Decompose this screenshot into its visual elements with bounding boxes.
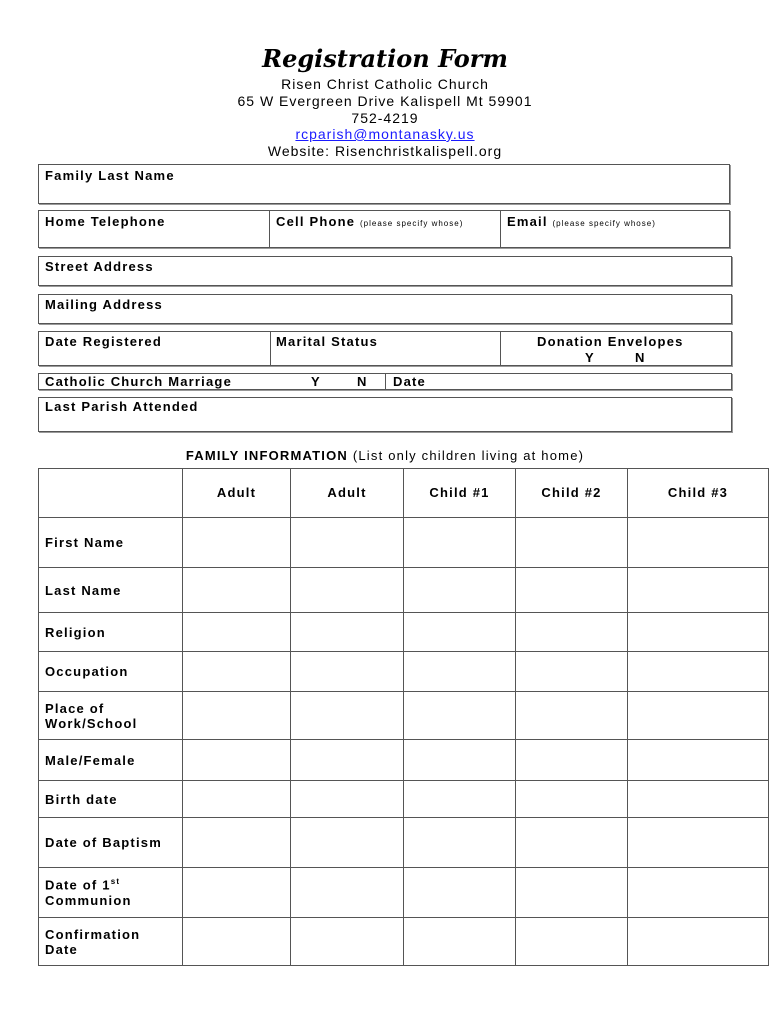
column-header: Adult <box>291 469 404 518</box>
table-row <box>39 613 769 652</box>
church-address: 65 W Evergreen Drive Kalispell Mt 59901 <box>237 93 533 109</box>
church-phone: 752-4219 <box>351 110 419 126</box>
contact-row <box>38 210 730 248</box>
family-information-table <box>38 468 769 966</box>
input-cell[interactable] <box>628 868 769 918</box>
column-header: Adult <box>183 469 291 518</box>
marital-status-label: Marital Status <box>276 334 379 349</box>
row-label: Last Name <box>39 568 183 613</box>
email-label: Email <box>507 214 548 229</box>
row-label: Birth date <box>39 781 183 818</box>
table-row <box>39 518 769 568</box>
input-cell[interactable] <box>628 652 769 692</box>
input-cell[interactable] <box>516 613 628 652</box>
input-cell[interactable] <box>183 613 291 652</box>
row-label-line: Date of 1st <box>45 877 121 893</box>
input-cell[interactable] <box>183 918 291 966</box>
input-cell[interactable] <box>183 868 291 918</box>
row-label <box>39 868 183 918</box>
input-cell[interactable] <box>516 918 628 966</box>
family-information-heading <box>0 448 770 463</box>
input-cell[interactable] <box>291 692 404 740</box>
family-last-name-field[interactable] <box>38 164 730 204</box>
input-cell[interactable] <box>404 818 516 868</box>
row-label <box>39 918 183 966</box>
marriage-date-label: Date <box>393 374 426 389</box>
input-cell[interactable] <box>516 652 628 692</box>
input-cell[interactable] <box>183 652 291 692</box>
church-website: Website: Risenchristkalispell.org <box>267 143 503 159</box>
table-row <box>39 868 769 918</box>
row-label-line: Confirmation <box>45 926 141 942</box>
input-cell[interactable] <box>404 781 516 818</box>
input-cell[interactable] <box>628 613 769 652</box>
input-cell[interactable] <box>404 740 516 781</box>
input-cell[interactable] <box>404 652 516 692</box>
cell-phone-note: (please specify whose) <box>360 219 464 228</box>
row-label-line: Work/School <box>45 715 138 731</box>
table-row <box>39 568 769 613</box>
table-row <box>39 740 769 781</box>
input-cell[interactable] <box>628 740 769 781</box>
row-label: Male/Female <box>39 740 183 781</box>
home-telephone-field[interactable] <box>45 227 265 247</box>
marriage-date-field[interactable] <box>434 374 724 389</box>
last-parish-attended-field[interactable] <box>38 397 732 432</box>
input-cell[interactable] <box>404 518 516 568</box>
input-cell[interactable] <box>183 781 291 818</box>
row-label: Occupation <box>39 652 183 692</box>
table-row <box>39 818 769 868</box>
form-title: Registration Form <box>262 44 508 73</box>
input-cell[interactable] <box>404 568 516 613</box>
input-cell[interactable] <box>404 692 516 740</box>
input-cell[interactable] <box>183 518 291 568</box>
input-cell[interactable] <box>516 818 628 868</box>
mailing-address-field[interactable] <box>38 294 732 324</box>
input-cell[interactable] <box>628 781 769 818</box>
date-registered-label: Date Registered <box>45 334 162 349</box>
row-label-line: Place of <box>45 700 105 716</box>
date-registered-field[interactable] <box>45 348 265 365</box>
table-row <box>39 918 769 966</box>
home-telephone-label: Home Telephone <box>45 214 166 229</box>
row-label-line: Communion <box>45 892 132 908</box>
input-cell[interactable] <box>291 613 404 652</box>
input-cell[interactable] <box>516 781 628 818</box>
donation-yes-option[interactable]: Y <box>585 350 595 365</box>
table-header-row <box>39 469 769 518</box>
input-cell[interactable] <box>291 740 404 781</box>
marriage-yes-option[interactable]: Y <box>311 374 321 389</box>
input-cell[interactable] <box>291 818 404 868</box>
marital-status-field[interactable] <box>276 348 496 365</box>
church-name: Risen Christ Catholic Church <box>281 76 489 92</box>
superscript-st: st <box>110 877 121 887</box>
email-field[interactable] <box>506 227 726 247</box>
table-row <box>39 781 769 818</box>
street-address-label: Street Address <box>45 259 154 274</box>
input-cell[interactable] <box>628 818 769 868</box>
last-parish-attended-label: Last Parish Attended <box>45 399 199 414</box>
input-cell[interactable] <box>516 568 628 613</box>
marriage-row <box>38 373 732 390</box>
family-last-name-label: Family Last Name <box>45 168 175 183</box>
input-cell[interactable] <box>183 568 291 613</box>
donation-no-option[interactable]: N <box>635 350 646 365</box>
row-label: Date of Baptism <box>39 818 183 868</box>
column-header: Child #2 <box>516 469 628 518</box>
input-cell[interactable] <box>516 518 628 568</box>
input-cell[interactable] <box>404 918 516 966</box>
input-cell[interactable] <box>291 868 404 918</box>
cell-phone-field[interactable] <box>275 227 495 247</box>
column-header: Child #1 <box>404 469 516 518</box>
family-information-title: FAMILY INFORMATION <box>185 448 349 463</box>
row-label-line: Date <box>45 941 78 957</box>
email-note: (please specify whose) <box>552 219 656 228</box>
input-cell[interactable] <box>628 692 769 740</box>
input-cell[interactable] <box>516 692 628 740</box>
input-cell[interactable] <box>404 868 516 918</box>
table-row <box>39 652 769 692</box>
input-cell[interactable] <box>628 568 769 613</box>
header-corner-cell <box>39 469 183 518</box>
input-cell[interactable] <box>516 868 628 918</box>
cell-phone-label: Cell Phone <box>276 214 356 229</box>
input-cell[interactable] <box>291 568 404 613</box>
marriage-no-option[interactable]: N <box>357 374 368 389</box>
column-header: Child #3 <box>628 469 769 518</box>
donation-envelopes-label: Donation Envelopes <box>537 334 684 349</box>
mailing-address-label: Mailing Address <box>45 297 163 312</box>
row-label: First Name <box>39 518 183 568</box>
table-row <box>39 692 769 740</box>
row-label <box>39 692 183 740</box>
input-cell[interactable] <box>404 613 516 652</box>
input-cell[interactable] <box>291 652 404 692</box>
catholic-church-marriage-label: Catholic Church Marriage <box>45 374 232 389</box>
input-cell[interactable] <box>628 918 769 966</box>
church-email-line <box>0 126 770 142</box>
input-cell[interactable] <box>516 740 628 781</box>
church-email-link[interactable]: rcparish@montanasky.us <box>295 126 475 142</box>
input-cell[interactable] <box>183 818 291 868</box>
family-information-subtitle: (List only children living at home) <box>352 448 585 463</box>
input-cell[interactable] <box>183 740 291 781</box>
input-cell[interactable] <box>291 781 404 818</box>
input-cell[interactable] <box>183 692 291 740</box>
input-cell[interactable] <box>291 918 404 966</box>
registration-row <box>38 331 732 366</box>
input-cell[interactable] <box>628 518 769 568</box>
row-label: Religion <box>39 613 183 652</box>
input-cell[interactable] <box>291 518 404 568</box>
street-address-field[interactable] <box>38 256 732 286</box>
